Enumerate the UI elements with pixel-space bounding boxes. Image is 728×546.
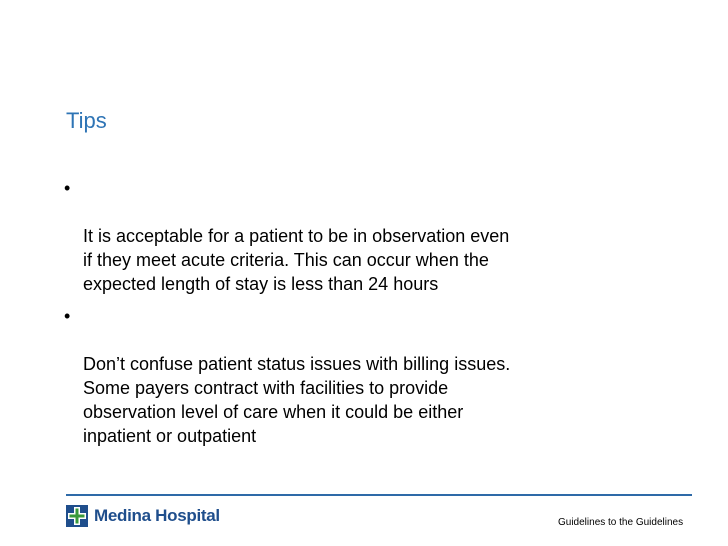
bullet-item (62, 304, 622, 448)
footer-caption: Guidelines to the Guidelines (558, 517, 684, 528)
bullet-list (62, 176, 622, 456)
bullet-text: Don’t confuse patient status issues with billing issues. Some payers contract with facilities to provide observation level of care when it could be either inpatient or outpatient (83, 354, 511, 446)
bullet-dot-icon: • (64, 306, 71, 326)
medical-cross-icon (66, 505, 88, 527)
bullet-text: It is acceptable for a patient to be in observation even if they meet acute criteria. This can occur when the expected length of stay is less than 24 hours (83, 226, 510, 294)
footer-divider (66, 494, 692, 496)
bullet-dot-icon: • (64, 178, 71, 198)
logo-text: Medina Hospital (94, 506, 220, 525)
slide-title: Tips (66, 108, 107, 133)
bullet-item (62, 176, 622, 296)
hospital-logo (66, 505, 220, 527)
